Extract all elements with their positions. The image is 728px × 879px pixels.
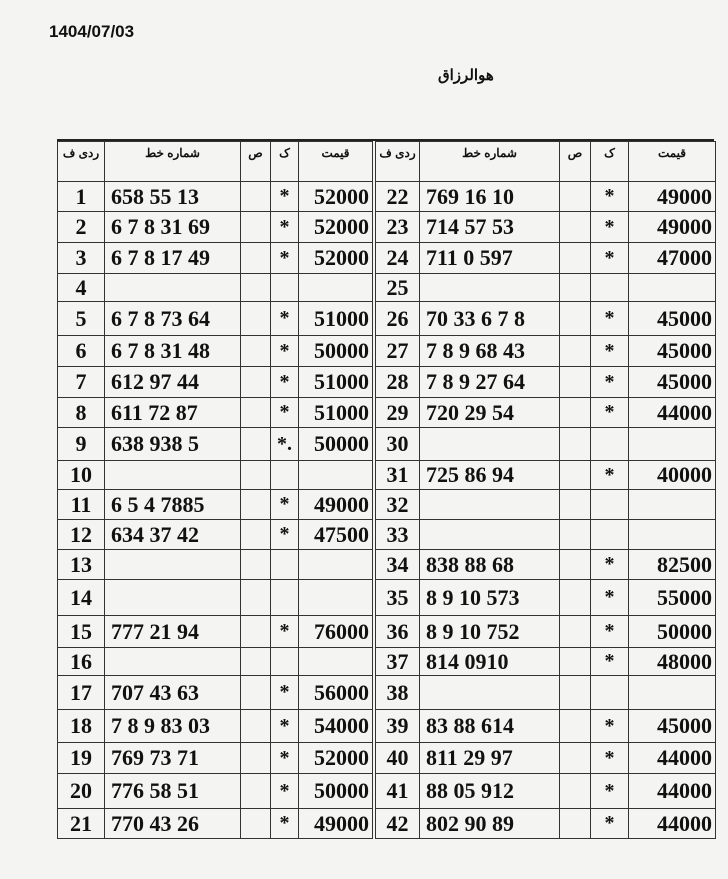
price-cell: 48000 <box>629 648 716 676</box>
price-cell: 45000 <box>629 336 716 367</box>
line-number-cell <box>420 676 560 710</box>
header-k: ک <box>591 142 629 182</box>
line-number-cell: 769 16 10 <box>420 182 560 212</box>
row-number-cell: 11 <box>58 490 105 520</box>
line-number-cell <box>105 580 241 616</box>
line-number-cell: 707 43 63 <box>105 676 241 710</box>
s-cell <box>560 710 591 743</box>
table-row <box>376 710 716 743</box>
table-row <box>58 302 373 336</box>
k-cell: * <box>591 243 629 274</box>
k-cell: * <box>591 774 629 809</box>
k-cell: * <box>591 212 629 243</box>
k-cell: * <box>591 648 629 676</box>
price-table-right <box>375 141 716 839</box>
line-number-cell <box>105 550 241 580</box>
s-cell <box>560 550 591 580</box>
price-cell <box>299 274 373 302</box>
k-cell <box>591 428 629 461</box>
s-cell <box>560 648 591 676</box>
k-cell: *. <box>271 428 299 461</box>
table-row <box>376 428 716 461</box>
price-cell: 52000 <box>299 743 373 774</box>
price-cell: 49000 <box>629 212 716 243</box>
line-number-cell: 802 90 89 <box>420 809 560 839</box>
price-cell: 45000 <box>629 710 716 743</box>
row-number-cell: 2 <box>58 212 105 243</box>
price-cell: 52000 <box>299 212 373 243</box>
row-number-cell: 30 <box>376 428 420 461</box>
price-cell <box>629 274 716 302</box>
s-cell <box>560 580 591 616</box>
table-row <box>376 520 716 550</box>
row-number-cell: 41 <box>376 774 420 809</box>
table-row <box>376 550 716 580</box>
header-line-number: شماره خط <box>420 142 560 182</box>
price-cell: 82500 <box>629 550 716 580</box>
table-row <box>376 212 716 243</box>
table-row <box>58 212 373 243</box>
k-cell: * <box>591 367 629 398</box>
k-cell: * <box>591 302 629 336</box>
row-number-cell: 36 <box>376 616 420 648</box>
header-price: قیمت <box>629 142 716 182</box>
k-cell: * <box>271 774 299 809</box>
s-cell <box>241 302 271 336</box>
k-cell: * <box>271 182 299 212</box>
price-cell <box>629 428 716 461</box>
s-cell <box>560 809 591 839</box>
k-cell: * <box>271 243 299 274</box>
line-number-cell: 638 938 5 <box>105 428 241 461</box>
line-number-cell: 814 0910 <box>420 648 560 676</box>
s-cell <box>241 398 271 428</box>
k-cell <box>271 274 299 302</box>
price-table-left <box>57 141 373 839</box>
k-cell <box>271 580 299 616</box>
price-cell: 44000 <box>629 743 716 774</box>
table-row <box>58 367 373 398</box>
row-number-cell: 6 <box>58 336 105 367</box>
line-number-cell <box>420 274 560 302</box>
header-k: ک <box>271 142 299 182</box>
price-cell: 52000 <box>299 182 373 212</box>
header-s: ص <box>241 142 271 182</box>
table-row <box>376 367 716 398</box>
s-cell <box>241 580 271 616</box>
table-row <box>58 490 373 520</box>
table-header-row <box>376 142 716 182</box>
row-number-cell: 25 <box>376 274 420 302</box>
row-number-cell: 21 <box>58 809 105 839</box>
k-cell: * <box>591 461 629 490</box>
line-number-cell: 88 05 912 <box>420 774 560 809</box>
line-number-cell: 83 88 614 <box>420 710 560 743</box>
k-cell <box>271 461 299 490</box>
table-row <box>58 550 373 580</box>
line-number-cell: 70 33 6 7 8 <box>420 302 560 336</box>
line-number-cell <box>105 461 241 490</box>
line-number-cell: 725 86 94 <box>420 461 560 490</box>
price-cell: 51000 <box>299 367 373 398</box>
table-row <box>58 398 373 428</box>
k-cell: * <box>591 550 629 580</box>
price-cell <box>299 461 373 490</box>
k-cell: * <box>271 212 299 243</box>
k-cell: * <box>591 809 629 839</box>
line-number-cell: 6 5 4 7885 <box>105 490 241 520</box>
s-cell <box>560 336 591 367</box>
s-cell <box>241 336 271 367</box>
line-number-cell: 838 88 68 <box>420 550 560 580</box>
s-cell <box>241 520 271 550</box>
table-row <box>58 274 373 302</box>
price-cell <box>629 520 716 550</box>
table-row <box>376 274 716 302</box>
line-number-cell: 7 8 9 83 03 <box>105 710 241 743</box>
line-number-cell: 769 73 71 <box>105 743 241 774</box>
table-row <box>376 616 716 648</box>
row-number-cell: 28 <box>376 367 420 398</box>
line-number-cell: 6 7 8 73 64 <box>105 302 241 336</box>
row-number-cell: 33 <box>376 520 420 550</box>
row-number-cell: 34 <box>376 550 420 580</box>
table-row <box>376 580 716 616</box>
k-cell: * <box>591 743 629 774</box>
table-row <box>376 398 716 428</box>
k-cell: * <box>271 490 299 520</box>
table-row <box>376 302 716 336</box>
price-cell: 44000 <box>629 809 716 839</box>
line-number-cell: 711 0 597 <box>420 243 560 274</box>
line-number-cell: 634 37 42 <box>105 520 241 550</box>
row-number-cell: 1 <box>58 182 105 212</box>
table-row <box>58 520 373 550</box>
s-cell <box>241 428 271 461</box>
s-cell <box>560 490 591 520</box>
row-number-cell: 22 <box>376 182 420 212</box>
header-price: قیمت <box>299 142 373 182</box>
row-number-cell: 13 <box>58 550 105 580</box>
header-row-number: ردی ف <box>376 142 420 182</box>
table-header-row <box>58 142 373 182</box>
k-cell: * <box>271 336 299 367</box>
line-number-cell <box>420 490 560 520</box>
table-row <box>58 428 373 461</box>
line-number-cell: 8 9 10 573 <box>420 580 560 616</box>
row-number-cell: 38 <box>376 676 420 710</box>
row-number-cell: 10 <box>58 461 105 490</box>
price-cell: 47500 <box>299 520 373 550</box>
table-row <box>58 809 373 839</box>
row-number-cell: 29 <box>376 398 420 428</box>
row-number-cell: 37 <box>376 648 420 676</box>
s-cell <box>560 616 591 648</box>
price-cell <box>299 648 373 676</box>
header-row-number: ردی ف <box>58 142 105 182</box>
price-cell <box>299 580 373 616</box>
row-number-cell: 18 <box>58 710 105 743</box>
table-row <box>376 676 716 710</box>
table-row <box>376 743 716 774</box>
s-cell <box>560 243 591 274</box>
price-cell: 44000 <box>629 398 716 428</box>
price-cell: 54000 <box>299 710 373 743</box>
price-cell: 50000 <box>299 774 373 809</box>
header-line-number: شماره خط <box>105 142 241 182</box>
price-cell: 51000 <box>299 398 373 428</box>
row-number-cell: 39 <box>376 710 420 743</box>
price-cell: 51000 <box>299 302 373 336</box>
table-row <box>376 490 716 520</box>
line-number-cell: 770 43 26 <box>105 809 241 839</box>
line-number-cell: 720 29 54 <box>420 398 560 428</box>
line-number-cell: 6 7 8 17 49 <box>105 243 241 274</box>
price-cell: 40000 <box>629 461 716 490</box>
s-cell <box>560 676 591 710</box>
line-number-cell <box>105 274 241 302</box>
row-number-cell: 26 <box>376 302 420 336</box>
table-row <box>58 461 373 490</box>
row-number-cell: 31 <box>376 461 420 490</box>
price-cell: 45000 <box>629 367 716 398</box>
row-number-cell: 19 <box>58 743 105 774</box>
table-row <box>58 648 373 676</box>
price-cell: 49000 <box>629 182 716 212</box>
s-cell <box>560 428 591 461</box>
s-cell <box>560 367 591 398</box>
table-row <box>376 461 716 490</box>
s-cell <box>241 367 271 398</box>
row-number-cell: 42 <box>376 809 420 839</box>
s-cell <box>560 212 591 243</box>
table-row <box>58 774 373 809</box>
k-cell: * <box>591 710 629 743</box>
line-number-cell: 811 29 97 <box>420 743 560 774</box>
k-cell <box>271 648 299 676</box>
table-row <box>58 336 373 367</box>
row-number-cell: 8 <box>58 398 105 428</box>
line-number-cell <box>420 520 560 550</box>
row-number-cell: 32 <box>376 490 420 520</box>
line-number-cell: 777 21 94 <box>105 616 241 648</box>
s-cell <box>241 616 271 648</box>
row-number-cell: 14 <box>58 580 105 616</box>
s-cell <box>241 243 271 274</box>
s-cell <box>241 461 271 490</box>
k-cell: * <box>591 616 629 648</box>
row-number-cell: 4 <box>58 274 105 302</box>
k-cell <box>591 490 629 520</box>
row-number-cell: 40 <box>376 743 420 774</box>
s-cell <box>241 809 271 839</box>
price-cell: 50000 <box>629 616 716 648</box>
line-number-cell: 6 7 8 31 69 <box>105 212 241 243</box>
s-cell <box>241 676 271 710</box>
table-row <box>58 182 373 212</box>
s-cell <box>241 274 271 302</box>
s-cell <box>241 182 271 212</box>
line-number-cell: 714 57 53 <box>420 212 560 243</box>
k-cell <box>271 550 299 580</box>
k-cell: * <box>271 809 299 839</box>
table-row <box>58 616 373 648</box>
price-cell <box>629 676 716 710</box>
row-number-cell: 9 <box>58 428 105 461</box>
line-number-cell: 6 7 8 31 48 <box>105 336 241 367</box>
price-cell: 56000 <box>299 676 373 710</box>
table-row <box>58 743 373 774</box>
k-cell: * <box>271 302 299 336</box>
table-row <box>376 243 716 274</box>
row-number-cell: 23 <box>376 212 420 243</box>
table-row <box>58 243 373 274</box>
line-number-cell <box>105 648 241 676</box>
s-cell <box>241 490 271 520</box>
s-cell <box>560 182 591 212</box>
k-cell: * <box>271 676 299 710</box>
s-cell <box>560 743 591 774</box>
k-cell <box>591 274 629 302</box>
s-cell <box>241 550 271 580</box>
s-cell <box>560 520 591 550</box>
price-cell: 55000 <box>629 580 716 616</box>
s-cell <box>241 212 271 243</box>
price-cell: 45000 <box>629 302 716 336</box>
price-cell: 50000 <box>299 428 373 461</box>
row-number-cell: 5 <box>58 302 105 336</box>
row-number-cell: 3 <box>58 243 105 274</box>
row-number-cell: 24 <box>376 243 420 274</box>
price-cell: 47000 <box>629 243 716 274</box>
document-date: 1404/07/03 <box>49 22 135 41</box>
line-number-cell: 7 8 9 27 64 <box>420 367 560 398</box>
s-cell <box>241 648 271 676</box>
table-row <box>58 676 373 710</box>
line-number-cell: 8 9 10 752 <box>420 616 560 648</box>
row-number-cell: 7 <box>58 367 105 398</box>
price-list-sheet <box>57 139 714 839</box>
header-s: ص <box>560 142 591 182</box>
price-cell <box>299 550 373 580</box>
k-cell: * <box>271 398 299 428</box>
table-row <box>376 182 716 212</box>
k-cell: * <box>591 336 629 367</box>
s-cell <box>560 398 591 428</box>
price-cell: 44000 <box>629 774 716 809</box>
table-row <box>376 809 716 839</box>
k-cell <box>591 520 629 550</box>
price-cell: 50000 <box>299 336 373 367</box>
row-number-cell: 17 <box>58 676 105 710</box>
table-row <box>376 774 716 809</box>
k-cell <box>591 676 629 710</box>
row-number-cell: 16 <box>58 648 105 676</box>
line-number-cell: 776 58 51 <box>105 774 241 809</box>
price-cell: 49000 <box>299 490 373 520</box>
line-number-cell: 658 55 13 <box>105 182 241 212</box>
line-number-cell: 7 8 9 68 43 <box>420 336 560 367</box>
table-row <box>58 580 373 616</box>
price-cell: 49000 <box>299 809 373 839</box>
s-cell <box>241 710 271 743</box>
k-cell: * <box>591 398 629 428</box>
k-cell: * <box>591 182 629 212</box>
price-cell: 76000 <box>299 616 373 648</box>
k-cell: * <box>591 580 629 616</box>
row-number-cell: 27 <box>376 336 420 367</box>
k-cell: * <box>271 367 299 398</box>
k-cell: * <box>271 743 299 774</box>
k-cell: * <box>271 616 299 648</box>
s-cell <box>560 274 591 302</box>
document-heading: هوالرزاق <box>438 67 494 84</box>
row-number-cell: 20 <box>58 774 105 809</box>
table-row <box>376 336 716 367</box>
k-cell: * <box>271 520 299 550</box>
k-cell: * <box>271 710 299 743</box>
table-row <box>58 710 373 743</box>
row-number-cell: 35 <box>376 580 420 616</box>
line-number-cell <box>420 428 560 461</box>
s-cell <box>560 774 591 809</box>
s-cell <box>560 461 591 490</box>
s-cell <box>241 743 271 774</box>
row-number-cell: 15 <box>58 616 105 648</box>
s-cell <box>241 774 271 809</box>
line-number-cell: 612 97 44 <box>105 367 241 398</box>
price-cell <box>629 490 716 520</box>
line-number-cell: 611 72 87 <box>105 398 241 428</box>
row-number-cell: 12 <box>58 520 105 550</box>
price-cell: 52000 <box>299 243 373 274</box>
table-row <box>376 648 716 676</box>
s-cell <box>560 302 591 336</box>
